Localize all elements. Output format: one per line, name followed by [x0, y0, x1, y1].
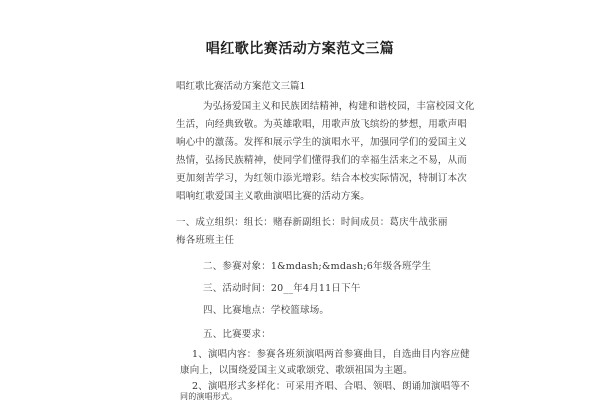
paragraph-line: 2、演唱形式多样化：可采用齐唱、合唱、领唱、朗诵加演唱等不	[192, 381, 470, 392]
paragraph-line: 生活，向经典致敬。为英雄歌唱，用歌声放飞缤纷的梦想，用歌声唱	[176, 119, 468, 130]
paragraph-line: 二、参赛对象：1&mdash;&mdash;6年级各班学生	[203, 261, 432, 272]
section-subtitle: 唱红歌比赛活动方案范文三篇1	[176, 81, 306, 92]
paragraph-line: 康向上，以围绕爱国主义或歌颂党、歌颂祖国为主题。	[180, 365, 413, 376]
paragraph-line: 四、比赛地点：学校篮球场。	[203, 305, 330, 316]
paragraph-line: 为弘扬爱国主义和民族团结精神，构建和谐校园，丰富校园文化	[203, 101, 475, 112]
paragraph-line: 唱响红歌爱国主义歌曲演唱比赛的活动方案。	[176, 191, 371, 202]
paragraph-line: 一、成立组织：组长：赌春新副组长：时间成员：葛庆牛战张丽	[176, 217, 448, 228]
paragraph-line: 三、活动时间：20__年4月11日下午	[203, 283, 361, 294]
paragraph-line: 更加刻苦学习，为红领巾添光增彩。结合本校实际情况，特制订本次	[176, 173, 468, 184]
paragraph-line: 热情，弘扬民族精神，使同学们懂得我们的幸福生活来之不易，从而	[176, 155, 468, 166]
document-title: 唱红歌比赛活动方案范文三篇	[205, 41, 395, 57]
paragraph-line: 1、演唱内容：参赛各班须演唱两首参赛曲目，自选曲目内容应健	[192, 349, 470, 360]
paragraph-line: 梅各班班主任	[176, 235, 235, 246]
paragraph-line: 五、比赛要求：	[203, 329, 271, 340]
paragraph-line: 响心中的激荡。发挥和展示学生的演唱水平，加强同学们的爱国主义	[176, 137, 468, 148]
paragraph-line: 同的演唱形式。	[180, 392, 238, 400]
